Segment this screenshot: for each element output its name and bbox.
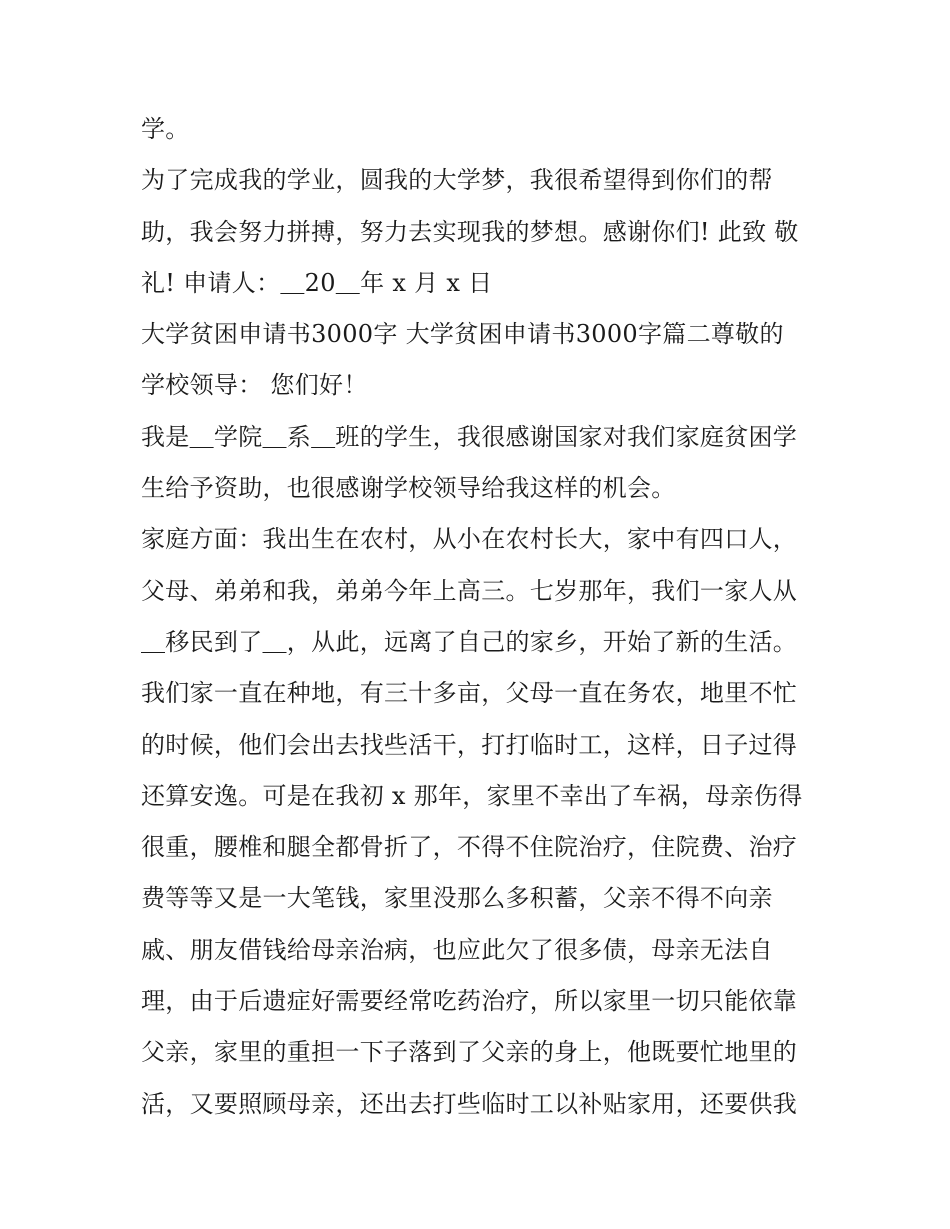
text-line: ＿移民到了＿，从此，远离了自己的家乡，开始了新的生活。 xyxy=(141,627,798,656)
text-line: 父母、弟弟和我，弟弟今年上高三。七岁那年，我们一家人从 xyxy=(141,576,798,605)
text-line: 家庭方面：我出生在农村，从小在农村长大，家中有四口人， xyxy=(141,525,798,554)
text-line: 的时候，他们会出去找些活干，打打临时工，这样，日子过得 xyxy=(141,730,798,759)
text-line: 很重，腰椎和腿全都骨折了，不得不住院治疗，住院费、治疗 xyxy=(141,833,798,862)
text-line: 助，我会努力拼搏，努力去实现我的梦想。感谢你们! 此致 敬 xyxy=(141,217,799,246)
text-line: 戚、朋友借钱给母亲治病，也应此欠了很多债，母亲无法自 xyxy=(141,935,773,964)
text-line: 生给予资助，也很感谢学校领导给我这样的机会。 xyxy=(141,474,676,503)
text-line: 为了完成我的学业，圆我的大学梦，我很希望得到你们的帮 xyxy=(141,166,773,195)
text-line: 理，由于后遗症好需要经常吃药治疗，所以家里一切只能依靠 xyxy=(141,987,798,1016)
text-line: 学校领导： 您们好！ xyxy=(141,371,368,400)
text-line: 礼! 申请人：＿20＿年 x 月 x 日 xyxy=(141,268,493,297)
text-line: 费等等又是一大笔钱，家里没那么多积蓄，父亲不得不向亲 xyxy=(141,884,773,913)
text-line: 父亲，家里的重担一下子落到了父亲的身上，他既要忙地里的 xyxy=(141,1038,798,1067)
document-body xyxy=(141,104,821,1130)
text-line: 大学贫困申请书3000字 大学贫困申请书3000字篇二尊敬的 xyxy=(141,320,784,349)
text-line: 我是＿学院＿系＿班的学生，我很感谢国家对我们家庭贫困学 xyxy=(141,422,798,451)
text-line: 活，又要照顾母亲，还出去打些临时工以补贴家用，还要供我 xyxy=(141,1089,798,1118)
text-line: 我们家一直在种地，有三十多亩，父母一直在务农，地里不忙 xyxy=(141,679,798,708)
text-line: 还算安逸。可是在我初 x 那年，家里不幸出了车祸，母亲伤得 xyxy=(141,781,803,810)
text-line: 学。 xyxy=(141,115,190,143)
